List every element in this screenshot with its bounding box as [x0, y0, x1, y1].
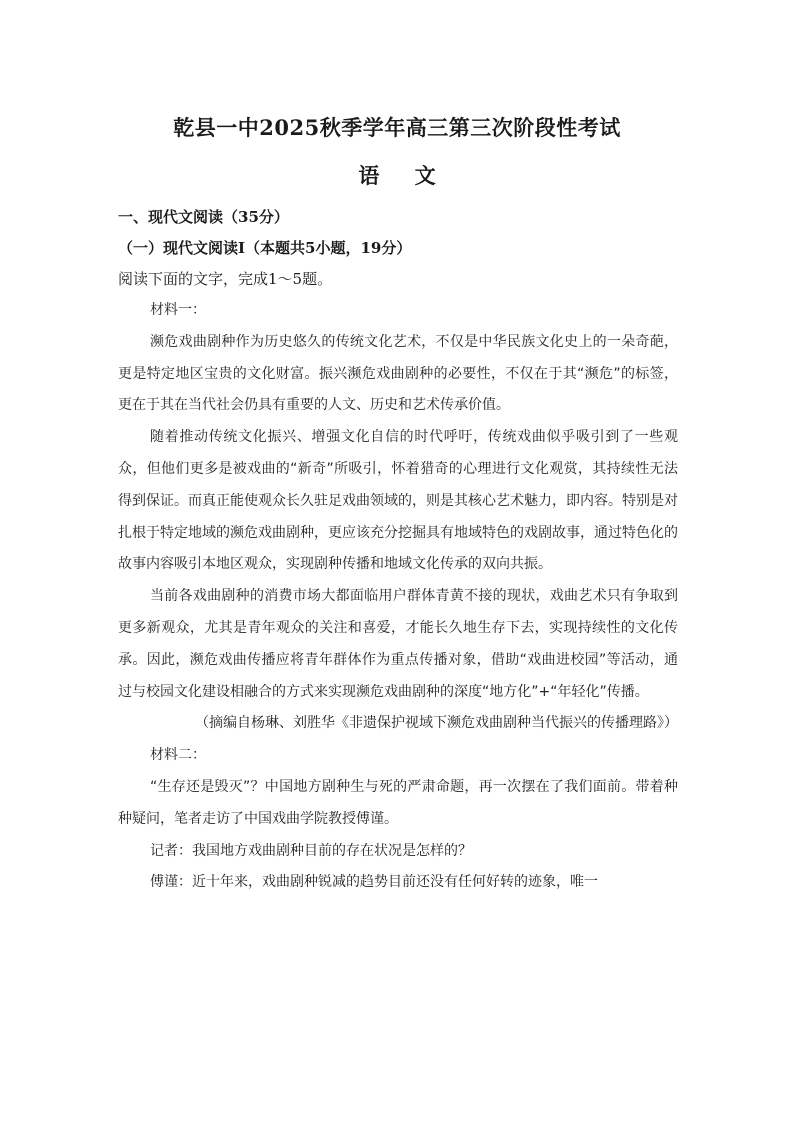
- material2-paragraph-1: “生存还是毁灭”？中国地方剧种生与死的严肃命题，再一次摆在了我们面前。带着种种疑问，笔者走访了中国戏曲学院教授傅谨。: [118, 778, 678, 827]
- material1-paragraph-1: 濒危戏曲剧种作为历史悠久的传统文化艺术，不仅是中华民族文化史上的一朵奇葩，更是特定地区宝贵的文化财富。振兴濒危戏曲剧种的必要性，不仅在于其“濒危”的标签，更在于其在当代社会仍具有重要的人文、历史和艺术传承价值。: [118, 333, 678, 414]
- exam-title: 乾县一中2025秋季学年高三第三次阶段性考试: [173, 115, 621, 140]
- material1-source: （摘编自杨琳、刘胜华《非遗保护视域下濒危戏曲剧种当代振兴的传播理路》）: [195, 715, 678, 732]
- material2-paragraph-3: 傅谨：近十年来，戏曲剧种锐减的趋势目前还没有任何好转的迹象，唯一: [150, 874, 598, 891]
- material2-paragraph-2: 记者：我国地方戏曲剧种目前的存在状况是怎样的？: [150, 842, 472, 859]
- section-heading: 一、现代文阅读（35分）: [118, 208, 289, 226]
- subject-title: 语 文: [358, 163, 450, 188]
- material2-label: 材料二：: [150, 747, 206, 764]
- reading-instruction: 阅读下面的文字，完成1～5题。: [118, 270, 333, 288]
- material1-paragraph-2: 随着推动传统文化振兴、增强文化自信的时代呼吁，传统戏曲似乎吸引到了一些观众，但他们更多是被戏曲的“新奇”所吸引，怀着猎奇的心理进行文化观赏，其持续性无法得到保证。而真正能使观众长久驻足戏曲领域的，则是其核心艺术魅力，即内容。特别是对扎根于特定地域的濒危戏曲剧种，更应该充分挖掘具有地域特色的戏剧故事，通过特色化的故事内容吸引本地区观众，实现剧种传播和地域文化传承的双向共振。: [118, 429, 678, 573]
- subsection-heading: （一）现代文阅读Ⅰ（本题共5小题，19分）: [118, 239, 412, 257]
- material1-label: 材料一：: [150, 302, 206, 318]
- material1-paragraph-3: 当前各戏曲剧种的消费市场大都面临用户群体青黄不接的现状，戏曲艺术只有争取到更多新观众，尤其是青年观众的关注和喜爱，才能长久地生存下去，实现持续性的文化传承。因此，濒危戏曲传播应将青年群体作为重点传播对象，借助“戏曲进校园”等活动，通过与校园文化建设相融合的方式来实现濒危戏曲剧种的深度“地方化”+“年轻化”传播。: [118, 588, 678, 700]
- exam-body: [118, 202, 678, 899]
